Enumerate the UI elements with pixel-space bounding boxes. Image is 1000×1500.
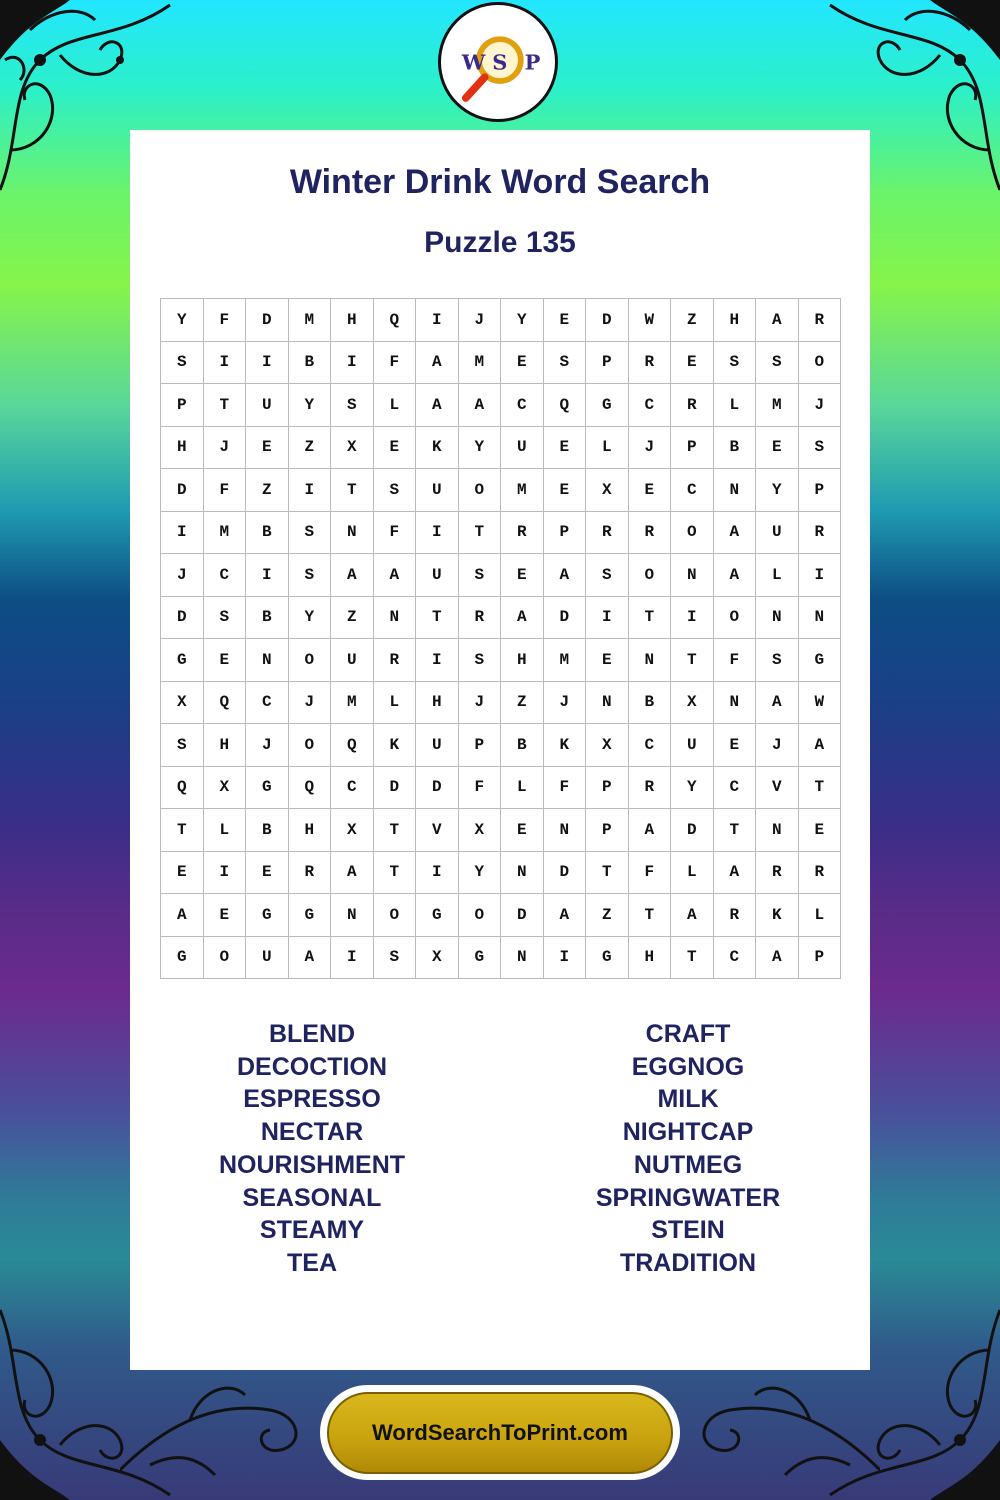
logo-letter: S [492, 49, 508, 75]
grid-cell[interactable]: T [374, 852, 417, 895]
grid-cell[interactable]: D [161, 597, 204, 640]
grid-cell[interactable]: P [586, 809, 629, 852]
grid-cell[interactable]: H [416, 682, 459, 725]
puzzle-number: Puzzle 135 [424, 226, 576, 259]
grid-cell[interactable]: T [161, 809, 204, 852]
grid-cell[interactable]: O [799, 342, 842, 385]
word-list-item: MILK [657, 1085, 719, 1114]
grid-cell[interactable]: Q [544, 384, 587, 427]
grid-cell[interactable]: E [501, 342, 544, 385]
grid-cell[interactable]: G [799, 639, 842, 682]
grid-cell[interactable]: P [586, 342, 629, 385]
grid-cell[interactable]: F [374, 342, 417, 385]
grid-cell[interactable]: X [671, 682, 714, 725]
grid-cell[interactable]: J [629, 427, 672, 470]
grid-cell[interactable]: X [331, 809, 374, 852]
grid-cell[interactable]: Z [331, 597, 374, 640]
grid-cell[interactable]: N [586, 682, 629, 725]
grid-cell[interactable]: A [544, 894, 587, 937]
grid-cell[interactable]: U [246, 384, 289, 427]
grid-cell[interactable]: J [289, 682, 332, 725]
grid-cell[interactable]: R [629, 342, 672, 385]
grid-cell[interactable]: P [799, 469, 842, 512]
grid-cell[interactable]: S [459, 639, 502, 682]
grid-cell[interactable]: L [671, 852, 714, 895]
grid-cell[interactable]: B [714, 427, 757, 470]
grid-cell[interactable]: H [501, 639, 544, 682]
grid-cell[interactable]: G [246, 894, 289, 937]
grid-cell[interactable]: N [331, 512, 374, 555]
grid-cell[interactable]: L [714, 384, 757, 427]
grid-cell[interactable]: C [714, 767, 757, 810]
grid-cell[interactable]: T [459, 512, 502, 555]
grid-cell[interactable]: C [714, 937, 757, 980]
grid-cell[interactable]: C [629, 724, 672, 767]
grid-cell[interactable]: A [799, 724, 842, 767]
grid-cell[interactable]: G [289, 894, 332, 937]
grid-cell[interactable]: O [714, 597, 757, 640]
grid-cell[interactable]: Z [671, 299, 714, 342]
grid-cell[interactable]: G [161, 937, 204, 980]
grid-cell[interactable]: E [246, 427, 289, 470]
grid-cell[interactable]: S [161, 342, 204, 385]
grid-cell[interactable]: T [416, 597, 459, 640]
grid-cell[interactable]: U [246, 937, 289, 980]
grid-cell[interactable]: R [629, 767, 672, 810]
grid-cell[interactable]: D [161, 469, 204, 512]
grid-cell[interactable]: F [714, 639, 757, 682]
grid-cell[interactable]: O [629, 554, 672, 597]
magnifier-logo-icon [441, 5, 555, 119]
grid-cell[interactable]: X [204, 767, 247, 810]
grid-cell[interactable]: R [501, 512, 544, 555]
grid-cell[interactable]: P [544, 512, 587, 555]
grid-cell[interactable]: P [671, 427, 714, 470]
grid-cell[interactable]: O [374, 894, 417, 937]
grid-cell[interactable]: E [246, 852, 289, 895]
grid-cell[interactable]: G [586, 384, 629, 427]
grid-cell[interactable]: H [331, 299, 374, 342]
grid-cell[interactable]: L [374, 682, 417, 725]
grid-cell[interactable]: N [501, 937, 544, 980]
scroll-ornament [120, 1370, 310, 1480]
grid-cell[interactable]: C [331, 767, 374, 810]
grid-cell[interactable]: M [459, 342, 502, 385]
grid-cell[interactable]: Y [289, 597, 332, 640]
grid-cell[interactable]: L [756, 554, 799, 597]
grid-cell[interactable]: D [501, 894, 544, 937]
grid-cell[interactable]: Z [289, 427, 332, 470]
grid-cell[interactable]: Q [374, 299, 417, 342]
grid-cell[interactable]: T [374, 809, 417, 852]
grid-cell[interactable]: Y [501, 299, 544, 342]
grid-cell[interactable]: R [671, 384, 714, 427]
grid-cell[interactable]: G [416, 894, 459, 937]
grid-cell[interactable]: S [544, 342, 587, 385]
grid-cell[interactable]: U [501, 427, 544, 470]
word-list-item: DECOCTION [237, 1052, 387, 1081]
grid-cell[interactable]: F [459, 767, 502, 810]
grid-cell[interactable]: J [459, 299, 502, 342]
grid-cell[interactable]: U [331, 639, 374, 682]
site-logo[interactable] [438, 2, 558, 122]
grid-cell[interactable]: E [544, 427, 587, 470]
grid-cell[interactable]: T [629, 597, 672, 640]
grid-cell[interactable]: I [799, 554, 842, 597]
grid-cell[interactable]: J [161, 554, 204, 597]
grid-cell[interactable]: R [714, 894, 757, 937]
grid-cell[interactable]: I [416, 299, 459, 342]
grid-cell[interactable]: S [799, 427, 842, 470]
grid-cell[interactable]: X [586, 724, 629, 767]
grid-cell[interactable]: S [756, 639, 799, 682]
grid-cell[interactable]: I [544, 937, 587, 980]
grid-cell[interactable]: K [756, 894, 799, 937]
grid-cell[interactable]: R [629, 512, 672, 555]
grid-cell[interactable]: H [289, 809, 332, 852]
grid-cell[interactable]: A [459, 384, 502, 427]
grid-cell[interactable]: J [246, 724, 289, 767]
grid-cell[interactable]: I [416, 639, 459, 682]
grid-cell[interactable]: E [756, 427, 799, 470]
grid-cell[interactable]: R [374, 639, 417, 682]
grid-cell[interactable]: K [544, 724, 587, 767]
word-list-item: EGGNOG [631, 1052, 745, 1081]
grid-cell[interactable]: T [714, 809, 757, 852]
grid-cell[interactable]: K [374, 724, 417, 767]
grid-cell[interactable]: N [374, 597, 417, 640]
grid-cell[interactable]: U [416, 554, 459, 597]
grid-cell[interactable]: I [289, 469, 332, 512]
grid-cell[interactable]: C [246, 682, 289, 725]
grid-cell[interactable]: O [289, 724, 332, 767]
grid-cell[interactable]: L [799, 894, 842, 937]
grid-cell[interactable]: G [586, 937, 629, 980]
grid-cell[interactable]: T [586, 852, 629, 895]
grid-cell[interactable]: L [374, 384, 417, 427]
grid-cell[interactable]: E [629, 469, 672, 512]
word-list-item: TEA [287, 1248, 337, 1277]
grid-cell[interactable]: D [586, 299, 629, 342]
grid-cell[interactable]: E [544, 469, 587, 512]
grid-cell[interactable]: G [161, 639, 204, 682]
grid-cell[interactable]: A [289, 937, 332, 980]
grid-cell[interactable]: X [161, 682, 204, 725]
grid-cell[interactable]: N [799, 597, 842, 640]
word-list-item: NOURISHMENT [218, 1150, 406, 1179]
grid-cell[interactable]: D [416, 767, 459, 810]
scroll-ornament [690, 1370, 880, 1480]
grid-cell[interactable]: P [799, 937, 842, 980]
word-list-item: NECTAR [260, 1118, 364, 1147]
word-list-item: ESPRESSO [243, 1085, 381, 1114]
grid-cell[interactable]: R [289, 852, 332, 895]
grid-cell[interactable]: E [501, 554, 544, 597]
grid-cell[interactable]: I [331, 937, 374, 980]
grid-cell[interactable]: N [671, 554, 714, 597]
grid-cell[interactable]: A [756, 937, 799, 980]
grid-cell[interactable]: B [246, 809, 289, 852]
grid-cell[interactable]: E [204, 894, 247, 937]
grid-cell[interactable]: I [204, 342, 247, 385]
word-list-item: SEASONAL [242, 1183, 382, 1212]
grid-cell[interactable]: A [629, 809, 672, 852]
grid-cell[interactable]: A [161, 894, 204, 937]
logo-letter: P [524, 49, 541, 75]
grid-cell[interactable]: T [671, 937, 714, 980]
grid-cell[interactable]: G [246, 767, 289, 810]
grid-cell[interactable]: F [544, 767, 587, 810]
grid-cell[interactable]: A [501, 597, 544, 640]
grid-cell[interactable]: S [374, 937, 417, 980]
grid-cell[interactable]: O [459, 894, 502, 937]
grid-cell[interactable]: T [799, 767, 842, 810]
grid-cell[interactable]: E [671, 342, 714, 385]
grid-cell[interactable]: Y [161, 299, 204, 342]
grid-cell[interactable]: H [161, 427, 204, 470]
grid-cell[interactable]: D [544, 852, 587, 895]
website-button-label[interactable]: WordSearchToPrint.com [327, 1392, 673, 1474]
logo-letter: W [461, 49, 486, 75]
grid-cell[interactable]: Q [161, 767, 204, 810]
grid-cell[interactable]: M [331, 682, 374, 725]
grid-cell[interactable]: N [501, 852, 544, 895]
grid-cell[interactable]: K [416, 427, 459, 470]
grid-cell[interactable]: Q [204, 682, 247, 725]
grid-cell[interactable]: C [629, 384, 672, 427]
grid-cell[interactable]: S [289, 512, 332, 555]
grid-cell[interactable]: H [714, 299, 757, 342]
grid-cell[interactable]: F [204, 299, 247, 342]
grid-cell[interactable]: X [331, 427, 374, 470]
grid-cell[interactable]: O [459, 469, 502, 512]
grid-cell[interactable]: S [756, 342, 799, 385]
grid-cell[interactable]: Y [289, 384, 332, 427]
grid-cell[interactable]: N [756, 597, 799, 640]
grid-cell[interactable]: N [246, 639, 289, 682]
grid-cell[interactable]: R [799, 512, 842, 555]
grid-cell[interactable]: X [586, 469, 629, 512]
grid-cell[interactable]: J [204, 427, 247, 470]
grid-cell[interactable]: A [416, 384, 459, 427]
grid-cell[interactable]: Z [586, 894, 629, 937]
grid-cell[interactable]: I [161, 512, 204, 555]
grid-cell[interactable]: I [246, 554, 289, 597]
grid-cell[interactable]: X [459, 809, 502, 852]
word-list-item: BLEND [268, 1020, 356, 1048]
grid-cell[interactable]: P [586, 767, 629, 810]
grid-cell[interactable]: O [671, 512, 714, 555]
grid-cell[interactable]: E [204, 639, 247, 682]
grid-cell[interactable]: M [544, 639, 587, 682]
grid-cell[interactable]: L [501, 767, 544, 810]
grid-cell[interactable]: M [289, 299, 332, 342]
grid-cell[interactable]: I [204, 852, 247, 895]
grid-cell[interactable]: S [374, 469, 417, 512]
grid-cell[interactable]: T [671, 639, 714, 682]
grid-cell[interactable]: I [416, 512, 459, 555]
grid-cell[interactable]: E [501, 809, 544, 852]
grid-cell[interactable]: Z [246, 469, 289, 512]
grid-cell[interactable]: A [714, 512, 757, 555]
grid-cell[interactable]: Y [671, 767, 714, 810]
grid-cell[interactable]: I [416, 852, 459, 895]
grid-cell[interactable]: M [501, 469, 544, 512]
grid-cell[interactable]: D [374, 767, 417, 810]
grid-cell[interactable]: E [799, 809, 842, 852]
grid-cell[interactable]: V [416, 809, 459, 852]
grid-cell[interactable]: L [586, 427, 629, 470]
grid-cell[interactable]: E [714, 724, 757, 767]
word-list-item: STEIN [651, 1216, 725, 1245]
grid-cell[interactable]: A [714, 852, 757, 895]
grid-cell[interactable]: F [204, 469, 247, 512]
grid-cell[interactable]: O [289, 639, 332, 682]
grid-cell[interactable]: F [374, 512, 417, 555]
grid-cell[interactable]: N [331, 894, 374, 937]
grid-cell[interactable]: H [629, 937, 672, 980]
grid-cell[interactable]: E [544, 299, 587, 342]
grid-cell[interactable]: I [331, 342, 374, 385]
grid-cell[interactable]: P [161, 384, 204, 427]
grid-cell[interactable]: S [289, 554, 332, 597]
page-title: Winter Drink Word Search [289, 163, 711, 201]
grid-cell[interactable]: B [629, 682, 672, 725]
grid-cell[interactable]: M [204, 512, 247, 555]
grid-cell[interactable]: J [756, 724, 799, 767]
grid-cell[interactable]: M [756, 384, 799, 427]
grid-cell[interactable]: D [246, 299, 289, 342]
grid-cell[interactable]: G [459, 937, 502, 980]
grid-cell[interactable]: S [586, 554, 629, 597]
grid-cell[interactable]: S [714, 342, 757, 385]
grid-cell[interactable]: R [586, 512, 629, 555]
grid-cell[interactable]: S [331, 384, 374, 427]
grid-cell[interactable]: C [204, 554, 247, 597]
grid-cell[interactable]: E [161, 852, 204, 895]
grid-cell[interactable]: B [501, 724, 544, 767]
grid-cell[interactable]: A [756, 299, 799, 342]
grid-cell[interactable]: T [204, 384, 247, 427]
grid-cell[interactable]: U [756, 512, 799, 555]
grid-cell[interactable]: S [459, 554, 502, 597]
grid-cell[interactable]: E [586, 639, 629, 682]
grid-cell[interactable]: W [629, 299, 672, 342]
grid-cell[interactable]: Y [459, 427, 502, 470]
grid-cell[interactable]: F [629, 852, 672, 895]
grid-cell[interactable]: Y [756, 469, 799, 512]
letter-grid [160, 298, 841, 979]
grid-cell[interactable]: U [416, 724, 459, 767]
grid-cell[interactable]: U [416, 469, 459, 512]
grid-cell[interactable]: J [799, 384, 842, 427]
word-list-right [568, 1018, 808, 1280]
word-list-item: SPRINGWATER [595, 1183, 781, 1212]
grid-cell[interactable]: C [501, 384, 544, 427]
grid-cell[interactable]: N [756, 809, 799, 852]
grid-cell[interactable]: S [161, 724, 204, 767]
grid-cell[interactable]: A [374, 554, 417, 597]
grid-cell[interactable]: R [459, 597, 502, 640]
grid-cell[interactable]: J [544, 682, 587, 725]
grid-cell[interactable]: Y [459, 852, 502, 895]
grid-cell[interactable]: H [204, 724, 247, 767]
grid-cell[interactable]: D [544, 597, 587, 640]
grid-cell[interactable]: Q [289, 767, 332, 810]
grid-cell[interactable]: Q [331, 724, 374, 767]
grid-cell[interactable]: A [714, 554, 757, 597]
word-list-item: TRADITION [619, 1248, 757, 1277]
website-button[interactable] [320, 1385, 680, 1480]
grid-cell[interactable]: R [799, 852, 842, 895]
grid-cell[interactable]: A [331, 554, 374, 597]
grid-cell[interactable]: P [459, 724, 502, 767]
grid-cell[interactable]: D [671, 809, 714, 852]
grid-cell[interactable]: A [756, 682, 799, 725]
grid-cell[interactable]: X [416, 937, 459, 980]
grid-cell[interactable]: E [374, 427, 417, 470]
word-list-item: NUTMEG [633, 1150, 743, 1179]
grid-cell[interactable]: T [331, 469, 374, 512]
word-list-item: STEAMY [259, 1216, 365, 1245]
grid-cell[interactable]: W [799, 682, 842, 725]
grid-cell[interactable]: A [416, 342, 459, 385]
grid-cell[interactable]: B [246, 597, 289, 640]
puzzle-card [130, 130, 870, 1370]
grid-cell[interactable]: L [204, 809, 247, 852]
grid-cell[interactable]: A [671, 894, 714, 937]
grid-cell[interactable]: N [629, 639, 672, 682]
word-list-item: NIGHTCAP [622, 1118, 754, 1147]
grid-cell[interactable]: A [544, 554, 587, 597]
grid-cell[interactable]: N [714, 682, 757, 725]
grid-cell[interactable]: I [671, 597, 714, 640]
grid-cell[interactable]: N [714, 469, 757, 512]
grid-cell[interactable]: V [756, 767, 799, 810]
grid-cell[interactable]: S [204, 597, 247, 640]
grid-cell[interactable]: B [289, 342, 332, 385]
grid-cell[interactable]: R [799, 299, 842, 342]
grid-cell[interactable]: N [544, 809, 587, 852]
grid-cell[interactable]: C [671, 469, 714, 512]
grid-cell[interactable]: A [331, 852, 374, 895]
grid-cell[interactable]: I [246, 342, 289, 385]
grid-cell[interactable]: O [204, 937, 247, 980]
grid-cell[interactable]: I [586, 597, 629, 640]
grid-cell[interactable]: B [246, 512, 289, 555]
grid-cell[interactable]: U [671, 724, 714, 767]
grid-cell[interactable]: Z [501, 682, 544, 725]
grid-cell[interactable]: R [756, 852, 799, 895]
word-list-item: CRAFT [645, 1020, 731, 1048]
grid-cell[interactable]: T [629, 894, 672, 937]
grid-cell[interactable]: J [459, 682, 502, 725]
word-list-left [192, 1018, 432, 1280]
